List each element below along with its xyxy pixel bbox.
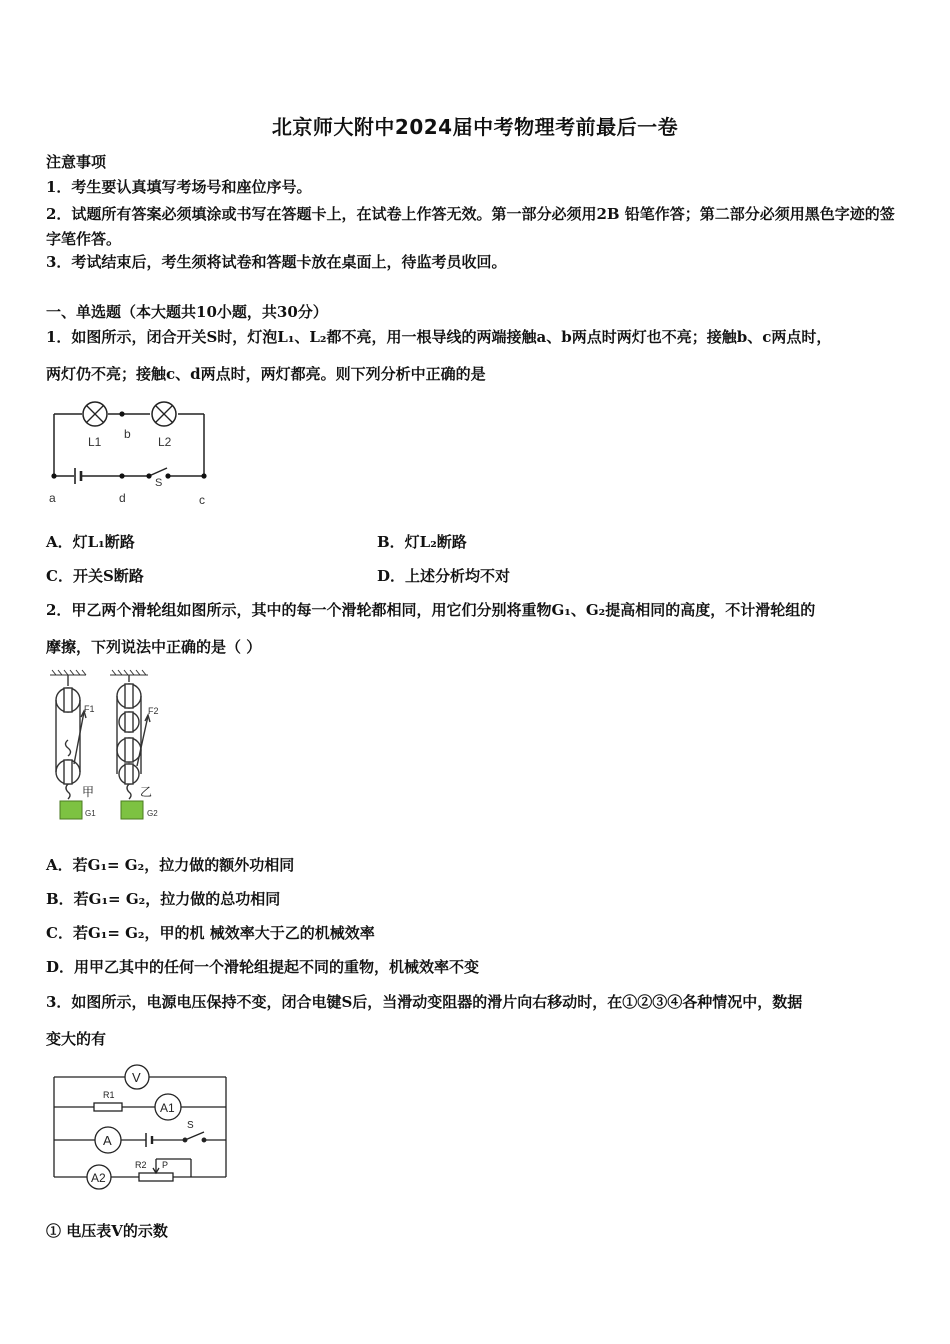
- point-d-label: d: [119, 491, 126, 505]
- ammeter-a1-icon: [155, 1094, 181, 1120]
- weight-g2-icon: [121, 801, 143, 819]
- q1-circuit-diagram: [44, 392, 219, 512]
- voltmeter-icon: [125, 1065, 149, 1089]
- resistor-r2-label: R2: [135, 1160, 147, 1170]
- switch-icon: [149, 468, 167, 476]
- lamp-l1-label: L1: [88, 435, 102, 449]
- ammeter-label: A: [103, 1133, 112, 1148]
- q2-stem-line1: 2．甲乙两个滑轮组如图所示，其中的每一个滑轮都相同，用它们分别将重物G₁、G₂提高相同的高度，不计滑轮组的: [46, 601, 816, 619]
- ammeter-a2-label: A2: [91, 1171, 106, 1185]
- ammeter-a1-label: A1: [160, 1101, 175, 1115]
- switch-icon: [183, 1120, 206, 1142]
- lamp-l2-icon: [152, 402, 176, 426]
- lamp-l2-label: L2: [158, 435, 172, 449]
- pulley-group-jia: [56, 675, 86, 799]
- notice-item-2: 2．试题所有答案必须填涂或书写在答题卡上，在试卷上作答无效。第一部分必须用2B 铅笔作答；第二部分必须用黑色字迹的签字笔作答。: [46, 205, 895, 248]
- q1-option-c: C．开关S断路: [46, 567, 144, 585]
- ammeter-icon: [95, 1127, 121, 1153]
- weight-g1-icon: [60, 801, 82, 819]
- switch-label: S: [155, 477, 163, 489]
- notice-heading: 注意事项: [46, 153, 107, 171]
- q2-option-d: D．用甲乙其中的任何一个滑轮组提起不同的重物，机械效率不变: [46, 958, 480, 976]
- notice-item-1: 1．考生要认真填写考场号和座位序号。: [46, 178, 312, 196]
- resistor-r1-icon: [94, 1090, 122, 1111]
- q2-stem-line2: 摩擦，下列说法中正确的是（ ）: [46, 638, 262, 656]
- lamp-l1-icon: [83, 402, 107, 426]
- battery-icon: [75, 468, 81, 484]
- q1-option-b: B．灯L₂断路: [377, 533, 467, 551]
- q1-stem-line2: 两灯仍不亮；接触c、d两点时，两灯都亮。则下列分析中正确的是: [46, 365, 486, 383]
- q2-pulley-diagram: [44, 668, 174, 826]
- point-a-label: a: [49, 491, 56, 505]
- voltmeter-label: V: [132, 1070, 141, 1085]
- section-heading: 一、单选题（本大题共10小题，共30分）: [46, 303, 328, 321]
- label-jia: 甲: [82, 785, 95, 799]
- q1-option-d: D．上述分析均不对: [377, 567, 511, 585]
- force-f2-label: F2: [148, 706, 159, 716]
- q2-option-b: B．若G₁= G₂，拉力做的总功相同: [46, 890, 281, 908]
- q1-stem-line1: 1．如图所示，闭合开关S时，灯泡L₁、L₂都不亮，用一根导线的两端接触a、b两点时两灯也不亮；接触b、c两点时，: [46, 328, 832, 346]
- weight-g1-label: G1: [85, 809, 96, 818]
- pulley-group-yi: [117, 675, 153, 799]
- switch-label: S: [187, 1120, 194, 1131]
- point-b-label: b: [124, 427, 131, 441]
- force-f1-label: F1: [84, 704, 95, 714]
- slider-p-label: P: [162, 1160, 169, 1170]
- q3-circuit-diagram: [46, 1062, 232, 1190]
- q3-stem-line1: 3．如图所示，电源电压保持不变，闭合电键S后，当滑动变阻器的滑片向右移动时，在①②③④各种情况中，数据: [46, 993, 803, 1011]
- notice-item-3: 3．考试结束后，考生须将试卷和答题卡放在桌面上，待监考员收回。: [46, 253, 507, 271]
- q3-item-1: ① 电压表V的示数: [46, 1222, 168, 1240]
- battery-icon: [146, 1133, 152, 1147]
- page-title: 北京师大附中2024届中考物理考前最后一卷: [271, 115, 679, 139]
- q1-option-a: A．灯L₁断路: [46, 533, 135, 551]
- q2-option-a: A．若G₁= G₂，拉力做的额外功相同: [46, 856, 295, 874]
- label-yi: 乙: [140, 785, 153, 799]
- q3-stem-line2: 变大的有: [46, 1030, 107, 1048]
- weight-g2-label: G2: [147, 809, 158, 818]
- ammeter-a2-icon: [87, 1165, 111, 1189]
- q2-option-c: C．若G₁= G₂，甲的机 械效率大于乙的机械效率: [46, 924, 375, 942]
- point-c-label: c: [199, 493, 205, 507]
- resistor-r1-label: R1: [103, 1090, 115, 1100]
